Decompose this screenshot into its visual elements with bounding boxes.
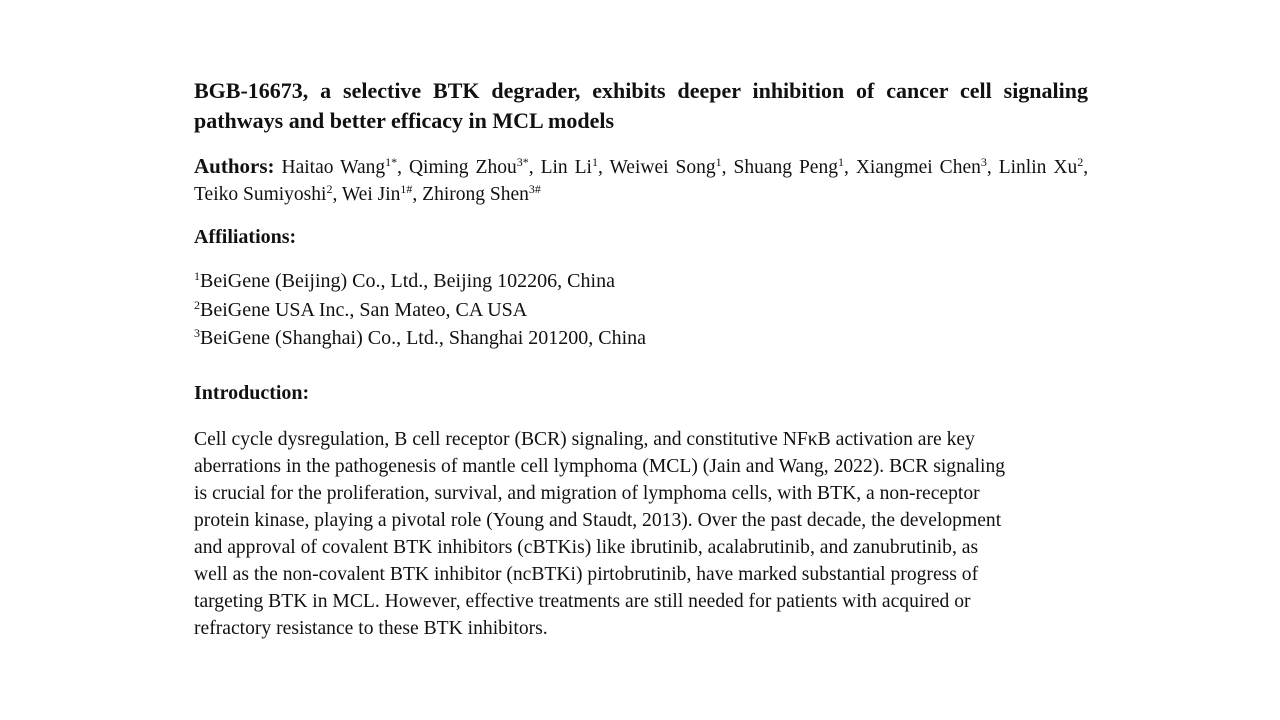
author bbox=[999, 157, 1083, 178]
author-name: Xiangmei Chen bbox=[855, 157, 981, 178]
introduction-body bbox=[194, 426, 1088, 642]
introduction-line: aberrations in the pathogenesis of mantle cell lymphoma (MCL) (Jain and Wang, 2022). BCR signaling bbox=[194, 455, 1006, 477]
author bbox=[282, 157, 398, 178]
author-name: Zhirong Shen bbox=[422, 184, 529, 205]
author-name: Qiming Zhou bbox=[408, 157, 517, 178]
paper-title: BGB-16673, a selective BTK degrader, exhibits deeper inhibition of cancer cell signaling pathways and better efficacy in MCL models bbox=[194, 78, 1088, 133]
affiliation-line bbox=[194, 267, 1088, 296]
author-affiliation-marker: 1 bbox=[837, 155, 844, 169]
author bbox=[541, 157, 598, 178]
affiliation-text: BeiGene (Beijing) Co., Ltd., Beijing 102206, China bbox=[200, 270, 615, 292]
affiliations-label: Affiliations: bbox=[194, 226, 297, 248]
introduction-line: well as the non-covalent BTK inhibitor (ncBTKi) pirtobrutinib, have marked substantial progress of bbox=[194, 563, 979, 585]
affiliation-number: 3 bbox=[194, 326, 200, 340]
author-list: Haitao Wang$^{1*}$, Qiming Zhou$^{3*}$, Lin Li$^1$, Weiwei Song$^1$, Shuang Peng$^1$, Xiangmei Chen$^3$, Linlin Xu$^2$, Teiko Sumiyoshi$^2$, Wei Jin$^{1\#}$, Zhirong Shen$^{3\#}$ bbox=[194, 155, 1089, 205]
introduction-line: refractory resistance to these BTK inhibitors. bbox=[194, 617, 548, 639]
introduction-label: Introduction: bbox=[194, 381, 310, 404]
author-affiliation-marker: 1 bbox=[591, 155, 598, 169]
author-affiliation-marker: 1 bbox=[715, 155, 722, 169]
author bbox=[733, 157, 843, 178]
introduction-line: protein kinase, playing a pivotal role (Young and Staudt, 2013). Over the past decade, the development bbox=[194, 509, 1002, 531]
author-name: Teiko Sumiyoshi bbox=[194, 184, 327, 205]
author bbox=[194, 184, 332, 205]
author bbox=[342, 184, 413, 205]
introduction-line: and approval of covalent BTK inhibitors (cBTKis) like ibrutinib, acalabrutinib, and zanubrutinib, as bbox=[194, 536, 979, 558]
author bbox=[856, 157, 987, 178]
affiliation-number: 2 bbox=[194, 297, 200, 312]
author-affiliation-marker: 1* bbox=[385, 155, 398, 169]
authors-block bbox=[194, 153, 1088, 208]
author-name: Linlin Xu bbox=[998, 157, 1078, 178]
author bbox=[609, 157, 721, 178]
author-affiliation-marker: 2 bbox=[1077, 155, 1084, 169]
author-name: Wei Jin bbox=[341, 184, 401, 205]
affiliation-text: BeiGene USA Inc., San Mateo, CA USA bbox=[200, 298, 528, 321]
introduction-line: is crucial for the proliferation, survival, and migration of lymphoma cells, with BTK, a non-receptor bbox=[194, 482, 980, 504]
affiliation-number: 1 bbox=[194, 269, 200, 283]
author-affiliation-marker: 3# bbox=[528, 182, 541, 196]
introduction-line: Cell cycle dysregulation, B cell receptor (BCR) signaling, and constitutive NFκB activation are key bbox=[194, 428, 975, 450]
authors-label: Authors: bbox=[194, 154, 275, 178]
author-name: Weiwei Song bbox=[609, 157, 716, 178]
author-name: Lin Li bbox=[540, 157, 592, 178]
author-affiliation-marker: 3 bbox=[980, 155, 987, 169]
author bbox=[422, 184, 541, 205]
author bbox=[409, 157, 529, 178]
affiliations-list bbox=[194, 267, 1088, 353]
author-name: Shuang Peng bbox=[733, 157, 838, 178]
affiliation-text: BeiGene (Shanghai) Co., Ltd., Shanghai 201200, China bbox=[200, 327, 647, 349]
author-affiliation-marker: 3* bbox=[516, 155, 529, 169]
affiliation-line bbox=[194, 324, 1088, 353]
author-affiliation-marker: 1# bbox=[400, 182, 413, 196]
author-affiliation-marker: 2 bbox=[326, 182, 333, 196]
author-name: Haitao Wang bbox=[281, 157, 386, 178]
paper-page bbox=[194, 76, 1088, 642]
affiliation-line bbox=[194, 296, 1088, 325]
introduction-line: targeting BTK in MCL. However, effective treatments are still needed for patients with acquired or bbox=[194, 590, 971, 612]
